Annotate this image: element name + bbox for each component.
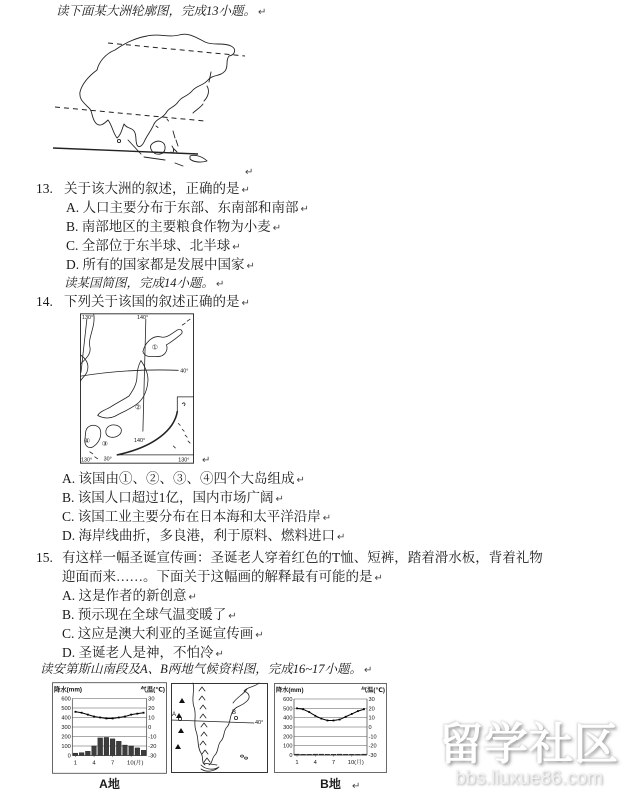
japan-arc: [193, 86, 208, 113]
java: [144, 157, 165, 160]
intro-q13-text: 读下面某大洲轮廓图，完成13小题。: [56, 4, 257, 18]
svg-text:1: 1: [295, 760, 299, 766]
intro-q14: [64, 275, 224, 293]
intro-q16: [40, 661, 372, 679]
svg-text:20: 20: [368, 706, 375, 713]
question-14-stem-line: [36, 293, 250, 312]
question-15-option-b: [62, 606, 237, 625]
option-text: B. 预示现在全球气温变暖了: [62, 607, 227, 622]
paragraph-mark-icon: ↵: [300, 204, 309, 215]
inset-arc: [117, 412, 177, 455]
svg-text:-20: -20: [148, 744, 157, 751]
ryukyu-islands: [173, 403, 190, 448]
intro-q16-text: 读安第斯山南段及A、B两地气候资料图，完成16~17小题。: [40, 662, 363, 676]
svg-text:600: 600: [283, 697, 293, 703]
question-13-option-a: [66, 199, 309, 218]
svg-text:10(月): 10(月): [127, 760, 144, 767]
island-2-label: ②: [135, 403, 142, 412]
question-15-option-c: [62, 625, 264, 644]
svg-text:降水(mm): 降水(mm): [276, 687, 304, 694]
climate-chart-b-figure: [274, 682, 387, 774]
kuril-dots: [182, 319, 190, 325]
climate-chart-b: [274, 682, 387, 774]
svg-text:-10: -10: [368, 734, 377, 741]
svg-text:0: 0: [148, 725, 152, 732]
svg-text:10: 10: [148, 715, 155, 722]
andes-map: [171, 682, 268, 774]
svg-text:-20: -20: [368, 743, 377, 750]
falkland-islands: [240, 755, 247, 759]
tropic-of-cancer-line: [55, 107, 205, 121]
sakhalin: [209, 72, 211, 82]
question-14-option-a: [62, 470, 305, 489]
river-line: [233, 689, 247, 703]
question-15-stem-line2: [62, 568, 383, 587]
label-lat40: 40°: [180, 368, 189, 375]
svg-text:10: 10: [368, 715, 375, 722]
option-text: B. 该国人口超过1亿，国内市场广阔: [62, 490, 274, 505]
paragraph-mark-icon: ↵: [255, 630, 264, 641]
paragraph-mark-icon: ↵: [241, 185, 250, 196]
svg-text:4: 4: [313, 760, 317, 766]
question-14-option-d: [62, 527, 345, 546]
asia-outline-map: [35, 28, 285, 178]
latitude-40-line: [80, 370, 178, 376]
meridian-140: [143, 319, 146, 431]
asia-map-figure: [35, 28, 285, 178]
svg-text:1: 1: [73, 760, 78, 767]
paragraph-mark-icon: ↵: [246, 261, 255, 272]
svg-text:0: 0: [368, 725, 372, 731]
paragraph-mark-icon: ↵: [202, 455, 211, 466]
svg-text:20: 20: [148, 706, 155, 713]
label-lat40: 40°: [255, 720, 264, 726]
sulawesi: [171, 146, 177, 153]
option-text: C. 该国工业主要分布在日本海和太平洋沿岸: [62, 509, 321, 524]
svg-text:30: 30: [148, 696, 155, 703]
question-15-option-a: [62, 587, 197, 606]
option-text: A. 人口主要分布于东部、东南部和南部: [66, 200, 299, 215]
svg-text:气温(℃): 气温(℃): [361, 687, 385, 694]
question-13-option-c: [66, 237, 241, 256]
svg-text:300: 300: [283, 725, 293, 731]
japan-map: [80, 312, 194, 465]
watermark-site: bbs.liuxue86.com: [455, 768, 603, 789]
paragraph-mark-icon: ↵: [364, 665, 373, 676]
question-14-option-c: [62, 508, 331, 527]
question-15-stem-2: 迎面而来……。下面关于这幅画的解释最有可能的是: [62, 569, 373, 584]
paragraph-mark-icon: ↵: [241, 298, 250, 309]
paragraph-mark-icon: ↵: [245, 167, 254, 178]
island-1-label: ①: [151, 343, 158, 352]
philippines: [173, 131, 178, 146]
svg-text:0: 0: [67, 753, 71, 760]
meridian-130: [81, 319, 87, 372]
question-14-option-b: [62, 489, 284, 508]
option-text: A. 该国由①、②、③、④四个大岛组成: [62, 471, 295, 486]
hokkaido: [143, 329, 182, 356]
paragraph-mark-icon: ↵: [228, 611, 237, 622]
option-text: C. 这应是澳大利亚的圣诞宣传画: [62, 626, 254, 641]
question-13-option-d: [66, 256, 255, 275]
svg-text:-10: -10: [148, 734, 157, 741]
japan-map-figure: [80, 312, 194, 465]
new-guinea: [190, 155, 207, 162]
inset-box: [177, 397, 194, 412]
option-text: B. 南部地区的主要粮食作物为小麦: [66, 219, 271, 234]
svg-text:气温(℃): 气温(℃): [140, 686, 165, 694]
label-lon140-top: 140°: [137, 315, 149, 322]
option-text: A. 这是作者的新创意: [62, 588, 187, 603]
island-3-label: ③: [101, 439, 108, 448]
label-lon130-bottom-left: 130°: [80, 457, 93, 464]
svg-text:500: 500: [283, 706, 293, 713]
paragraph-mark-icon: ↵: [232, 242, 241, 253]
timor: [175, 163, 183, 166]
question-15-number: 15.: [36, 550, 53, 565]
paragraph-mark-icon: ↵: [275, 494, 284, 505]
question-14-stem: 下列关于该国的叙述正确的是: [64, 294, 240, 309]
svg-text:7: 7: [331, 760, 336, 766]
svg-text:500: 500: [61, 706, 71, 713]
climate-chart-a: [52, 682, 167, 774]
svg-text:10(月): 10(月): [347, 760, 364, 766]
svg-text:7: 7: [110, 760, 115, 767]
label-point-a: A: [172, 712, 177, 718]
svg-text:4: 4: [92, 760, 96, 767]
label-lat30-bottom: 30°: [103, 456, 112, 463]
svg-text:30: 30: [368, 697, 375, 703]
question-13-stem: 关于该大洲的叙述，正确的是: [64, 181, 240, 196]
chart-a-caption: A地: [99, 777, 120, 791]
island-4-label: ④: [83, 437, 91, 446]
mountain-triangles: [175, 698, 185, 749]
svg-text:0: 0: [289, 753, 293, 759]
watermark-title: 留学社区: [439, 720, 619, 769]
option-text: D. 海岸线曲折，多良港，利于原料、燃料进口: [62, 528, 335, 543]
svg-text:100: 100: [283, 743, 293, 750]
paragraph-mark-icon: ↵: [216, 279, 225, 290]
question-15-stem-1: 有这样一幅圣诞宣传画：圣诞老人穿着红色的T恤、短裤，踏着滑水板，背着礼物: [62, 550, 543, 565]
taiwan-hainan: [156, 119, 169, 128]
paragraph-mark-icon: ↵: [215, 649, 224, 660]
svg-text:300: 300: [61, 725, 71, 732]
climate-chart-a-figure: [52, 682, 167, 774]
paragraph-mark-icon: ↵: [337, 532, 346, 543]
andes-map-figure: [171, 682, 268, 774]
svg-text:-30: -30: [148, 753, 157, 760]
option-text: D. 圣诞老人是神，不怕冷: [62, 645, 214, 660]
sri-lanka: [117, 139, 120, 142]
intro-q13: [56, 3, 266, 21]
intro-q14-text: 读某国简图，完成14小题。: [64, 276, 215, 290]
andes-ridge-symbols: [199, 687, 210, 762]
svg-text:-30: -30: [368, 753, 377, 759]
mainland-coast: [80, 314, 94, 364]
svg-text:100: 100: [61, 744, 71, 751]
label-lon130-bottom-right: 130°: [178, 457, 190, 464]
watermark: [438, 708, 620, 790]
svg-text:200: 200: [61, 734, 71, 741]
label-point-b: B: [232, 710, 237, 716]
question-13-number: 13.: [36, 181, 53, 196]
paragraph-mark-icon: ↵: [272, 223, 282, 234]
atlantic-coastline: [209, 683, 259, 765]
question-13-stem-line: [36, 180, 250, 199]
svg-text:400: 400: [283, 715, 293, 722]
svg-text:600: 600: [61, 696, 71, 703]
question-13-option-b: [66, 218, 281, 237]
option-text: D. 所有的国家都是发展中国家: [66, 257, 245, 272]
label-lon130-top: 130°: [81, 315, 94, 322]
paragraph-mark-icon: ↵: [374, 573, 383, 584]
option-text: C. 全部位于东半球、北半球: [66, 238, 231, 253]
paragraph-mark-icon: ↵: [188, 592, 197, 603]
paragraph-mark-icon: ↵: [322, 513, 332, 524]
shikoku: [106, 425, 122, 437]
paragraph-mark-icon: ↵: [296, 475, 305, 486]
svg-text:400: 400: [61, 715, 71, 722]
paragraph-mark-icon: ↵: [352, 781, 361, 792]
chart-b-caption: B地: [320, 777, 341, 791]
paragraph-mark-icon: ↵: [258, 7, 267, 18]
arctic-circle-line: [108, 43, 245, 56]
point-b-marker: [234, 716, 237, 719]
asia-continent-outline: [80, 34, 235, 146]
svg-text:200: 200: [283, 734, 293, 741]
label-lon140-mid: 140°: [134, 438, 146, 445]
latitude-40-line: [171, 720, 254, 723]
question-14-number: 14.: [36, 294, 53, 309]
svg-text:降水(mm): 降水(mm): [54, 686, 83, 694]
question-15-stem-line1: [36, 549, 543, 566]
